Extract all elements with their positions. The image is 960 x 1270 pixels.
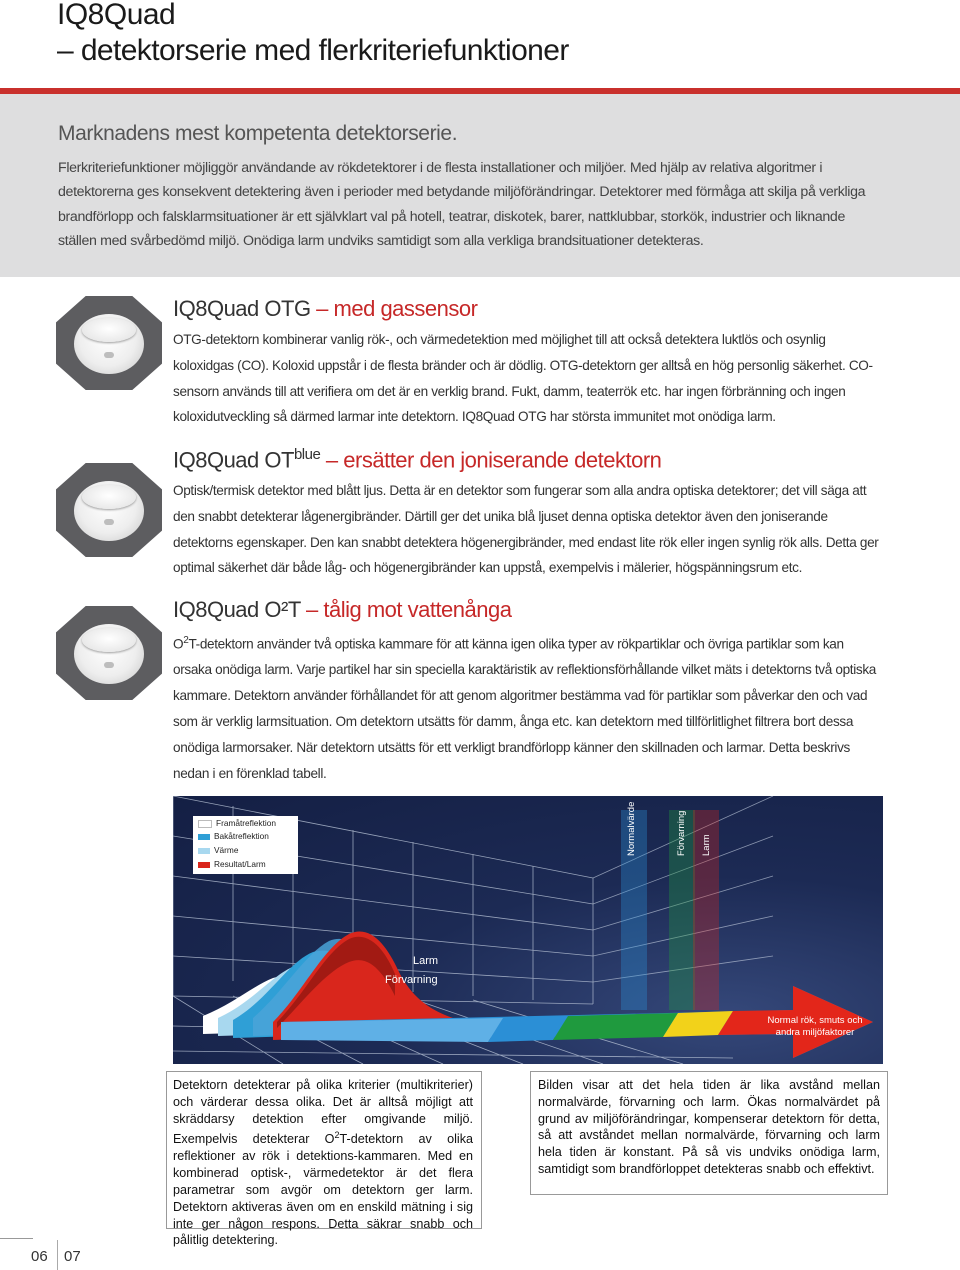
caption-right: Bilden visar att det hela tiden är lika avstånd mellan normalvärde, förvarning och larm. Ökas normalvärdet på grund av miljöförändringar, kompenserar detektorn för detta, så att avståndet mellan normalvärde, förvarning och larm hela tiden är konstant. På så vis undviks onödiga larm, samtidigt som brandförloppet detekteras snabb och effektivt. <box>538 1078 880 1176</box>
label-larm: Larm <box>701 834 712 856</box>
curve-label-forvarning: Förvarning <box>385 974 438 986</box>
section-otg-prefix: IQ8Quad OTG <box>173 296 311 321</box>
section-o2t-text-o: O <box>173 636 184 652</box>
footer-divider <box>0 1238 33 1239</box>
page-number-right: 07 <box>64 1248 81 1265</box>
label-normal-rok: Normal rök, smuts och andra miljöfaktorer <box>767 1015 863 1038</box>
section-otblue-sup: blue <box>293 446 321 463</box>
intro-heading: Marknadens mest kompetenta detektorserie. <box>58 122 458 145</box>
section-otg-dash: – <box>310 296 334 321</box>
legend-item-framatreflektion: Framåtreflektion <box>198 817 276 830</box>
curve-label-larm: Larm <box>413 955 439 967</box>
detection-illustration <box>173 796 883 1064</box>
section-o2t-text <box>173 628 885 786</box>
legend-swatch-icon <box>198 834 210 840</box>
section-otg-text: OTG-detektorn kombinerar vanlig rök-, och värmedetektion med möjlighet till att också detektera luktlös och osynlig koloxidgas (CO). Koloxid uppstår i de flesta bränder och är dödlig. OTG-detektorn ger alltså en hög personlig säkerhet. CO-sensorn används till att verifiera om det är en verklig brand. Fukt, damm, teaterrök etc. har ingen förbränning och ingen koloxidutveckling så därmed larmar inte detektorn. IQ8Quad OTG har största immunitet mot onödiga larm. <box>173 332 873 425</box>
section-o2t-prefix: IQ8Quad O²T <box>173 597 301 622</box>
detector-otg-image <box>56 296 162 390</box>
section-otblue-highlight: ersätter den joniserande detektorn <box>343 447 662 473</box>
section-otg-heading <box>173 296 477 322</box>
section-otblue-heading <box>173 446 661 473</box>
section-o2t-dash: – <box>300 597 324 622</box>
section-o2t-text-sup: 2 <box>183 635 189 646</box>
page-number-left: 06 <box>31 1248 48 1265</box>
intro-text: Flerkriteriefunktioner möjliggör användande av rökdetektorer i de flesta installationer och miljöer. Med hjälp av relativa algoritmer i detektorerna ges konsekvent detektering även i perioder med betydande miljöförändringar. Detektorer med förmåga att skilja på verkliga brandförlopp och falsklarmsituationer är ett självklart val på hotell, teatrar, diskotek, barer, nattklubbar, storkök, industrier och liknande ställen med svårbedömd miljö. Onödiga larm undviks samtidigt som alla verkliga brandsituationer detekteras. <box>58 160 866 250</box>
label-forvarning: Förvarning <box>676 810 687 856</box>
section-o2t-text-body: T-detektorn använder två optiska kammare för att känna igen olika typer av rökpartiklar och övriga partiklar som kan orsaka onödiga larm. Varje partikel har sin speciella karaktäristik av reflektionsförhållande vilket mäts i detektorns två optiska kammare. Detektorn använder förhållandet för att genom algoritmer bestämma vad för partiklar som påverkar den och vad som är verklig larmsituation. Om detektorn utsätts för damm, ånga etc. kan detektorn med tillförlitlighet filtrera bort dessa onödiga larmorsaker. När detektorn utsätts för ett verkligt brandförlopp känner den skillnaden och larmar. Detta beskrivs nedan i en förenklad tabell. <box>173 636 877 781</box>
section-otblue-text: Optisk/termisk detektor med blått ljus. Detta är en detektor som fungerar som alla andra optiska detektorer; det vill säga att den snabbt detekterar lågenergibränder. Därtill ger det unika blå ljuset denna optiska detektor även den joniserande detektorns egenskaper. Den kan snabbt detektera högenergibränder, med endast lite rök eller ingen synlig rök alls. Detta ger optimal säkerhet där både låg- och högenergibränder kan uppstå, exempelvis i mälerier, högspänningsrum etc. <box>173 483 879 576</box>
detector-o2t-image <box>56 606 162 700</box>
legend-swatch-icon <box>198 848 210 854</box>
legend-swatch-icon <box>198 862 210 868</box>
label-normalvarde: Normalvärde <box>626 801 637 856</box>
legend-item-resultat-larm: Resultat/Larm <box>198 858 266 871</box>
illustration-legend <box>193 816 298 874</box>
page-number-separator <box>57 1240 58 1270</box>
legend-item-varme: Värme <box>198 844 238 857</box>
caption-left: Detektorn detekterar på olika kriterier (multikriterier) och värderar dessa olika. Det är alltså möjligt att skräddarsy detektion efter omgivande miljö. Exempelvis detekterar $O^2T$-detektorn av olika reflektioner av rök i detektions-kammaren. Med en kombinerad optisk-, värmedetektor är det flera parametrar som avgör om detektorn ger larm. Detektorn aktiveras även om en enskild mätning i sig inte ger någon respons. Detta säkrar snabb och pålitlig detektering. <box>173 1078 473 1248</box>
forvarning-arrow-segment <box>553 1013 678 1040</box>
page-title: IQ8Quad <box>57 0 176 31</box>
detector-otblue-image <box>56 463 162 557</box>
section-o2t-heading <box>173 597 511 623</box>
section-o2t-highlight: tålig mot vattenånga <box>323 597 512 622</box>
section-otg-highlight: med gassensor <box>333 296 478 321</box>
section-otblue-dash: – <box>320 447 344 473</box>
legend-swatch-icon <box>198 820 212 828</box>
normal-arrow-tail <box>281 1018 503 1042</box>
section-otblue-prefix: IQ8Quad OT <box>173 447 294 473</box>
page-subtitle: – detektorserie med flerkriteriefunktioner <box>57 34 569 67</box>
legend-item-bakatreflektion: Bakåtreflektion <box>198 830 269 843</box>
page-header <box>0 0 960 98</box>
